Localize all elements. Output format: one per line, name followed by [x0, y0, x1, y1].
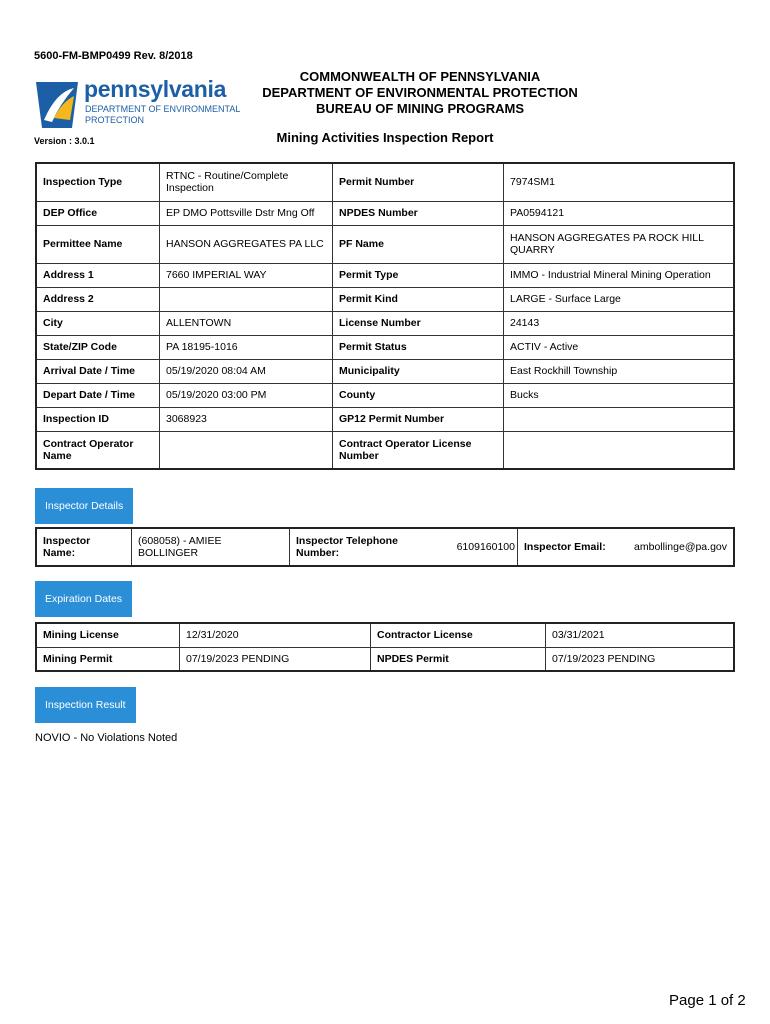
field-label: Permit Status	[333, 335, 504, 359]
table-row	[36, 335, 734, 359]
table-row	[36, 359, 734, 383]
field-value	[504, 407, 735, 431]
field-value: ACTIV - Active	[504, 335, 735, 359]
field-value: 7660 IMPERIAL WAY	[160, 263, 333, 287]
field-value: 07/19/2023 PENDING	[546, 647, 735, 671]
inspector-phone-label: Inspector Telephone Number:	[290, 528, 450, 566]
pa-logo	[34, 74, 249, 130]
field-label: Contract Operator License Number	[333, 431, 504, 469]
inspector-phone-value: 6109160100	[449, 528, 518, 566]
field-label: Inspection ID	[36, 407, 160, 431]
logo-wordmark: pennsylvania	[84, 76, 227, 102]
field-label: City	[36, 311, 160, 335]
inspector-table	[35, 527, 735, 567]
field-value: HANSON AGGREGATES PA LLC	[160, 225, 333, 263]
table-row	[36, 383, 734, 407]
field-label: DEP Office	[36, 201, 160, 225]
form-code: 5600-FM-BMP0499 Rev. 8/2018	[34, 50, 193, 62]
version-label: Version : 3.0.1	[34, 136, 95, 146]
table-row	[36, 407, 734, 431]
agency-heading: COMMONWEALTH OF PENNSYLVANIA DEPARTMENT OF ENVIRONMENTAL PROTECTION BUREAU OF MINING PROGRAMS	[262, 69, 578, 116]
table-row	[36, 263, 734, 287]
field-label: County	[333, 383, 504, 407]
field-value: East Rockhill Township	[504, 359, 735, 383]
field-value: 07/19/2023 PENDING	[180, 647, 371, 671]
inspection-info-table	[35, 162, 735, 470]
inspection-result-text: NOVIO - No Violations Noted	[35, 732, 178, 744]
inspector-email-value[interactable]: ambollinge@pa.gov	[612, 528, 734, 566]
field-value: 03/31/2021	[546, 623, 735, 647]
table-row	[36, 623, 734, 647]
field-value	[160, 287, 333, 311]
keystone-icon	[34, 80, 80, 130]
table-row	[36, 311, 734, 335]
field-value: HANSON AGGREGATES PA ROCK HILL QUARRY	[504, 225, 735, 263]
field-value: RTNC - Routine/Complete Inspection	[160, 163, 333, 201]
expiration-table	[35, 622, 735, 672]
field-label: Inspection Type	[36, 163, 160, 201]
field-label: Arrival Date / Time	[36, 359, 160, 383]
field-value: 7974SM1	[504, 163, 735, 201]
field-label: Contract Operator Name	[36, 431, 160, 469]
table-row	[36, 431, 734, 469]
table-row	[36, 287, 734, 311]
field-value: 05/19/2020 03:00 PM	[160, 383, 333, 407]
inspector-name-label: Inspector Name:	[36, 528, 132, 566]
field-label: License Number	[333, 311, 504, 335]
field-label: Mining Permit	[36, 647, 180, 671]
field-label: NPDES Permit	[371, 647, 546, 671]
field-label: GP12 Permit Number	[333, 407, 504, 431]
inspector-details-button[interactable]: Inspector Details	[35, 488, 133, 524]
inspector-email-label: Inspector Email:	[518, 528, 613, 566]
page-number: Page 1 of 2	[669, 992, 746, 1009]
field-value: EP DMO Pottsville Dstr Mng Off	[160, 201, 333, 225]
inspector-name-value: (608058) - AMIEE BOLLINGER	[132, 528, 290, 566]
table-row	[36, 163, 734, 201]
field-label: Permit Type	[333, 263, 504, 287]
field-value	[160, 431, 333, 469]
field-value: 3068923	[160, 407, 333, 431]
field-label: PF Name	[333, 225, 504, 263]
field-label: Contractor License	[371, 623, 546, 647]
field-label: Mining License	[36, 623, 180, 647]
field-label: Permit Number	[333, 163, 504, 201]
table-row	[36, 647, 734, 671]
field-value: 12/31/2020	[180, 623, 371, 647]
field-value: 05/19/2020 08:04 AM	[160, 359, 333, 383]
table-row	[36, 225, 734, 263]
field-value: IMMO - Industrial Mineral Mining Operation	[504, 263, 735, 287]
field-value: PA0594121	[504, 201, 735, 225]
inspection-result-button[interactable]: Inspection Result	[35, 687, 136, 723]
expiration-dates-button[interactable]: Expiration Dates	[35, 581, 132, 617]
logo-subtitle: DEPARTMENT OF ENVIRONMENTAL PROTECTION	[85, 104, 241, 125]
field-value: 24143	[504, 311, 735, 335]
table-row	[36, 201, 734, 225]
field-label: Permit Kind	[333, 287, 504, 311]
field-label: Municipality	[333, 359, 504, 383]
field-label: State/ZIP Code	[36, 335, 160, 359]
field-label: Address 2	[36, 287, 160, 311]
field-label: Depart Date / Time	[36, 383, 160, 407]
field-label: Permittee Name	[36, 225, 160, 263]
field-label: NPDES Number	[333, 201, 504, 225]
field-value: PA 18195-1016	[160, 335, 333, 359]
field-value: LARGE - Surface Large	[504, 287, 735, 311]
field-value: Bucks	[504, 383, 735, 407]
field-label: Address 1	[36, 263, 160, 287]
report-title: Mining Activities Inspection Report	[276, 130, 494, 145]
field-value: ALLENTOWN	[160, 311, 333, 335]
field-value	[504, 431, 735, 469]
